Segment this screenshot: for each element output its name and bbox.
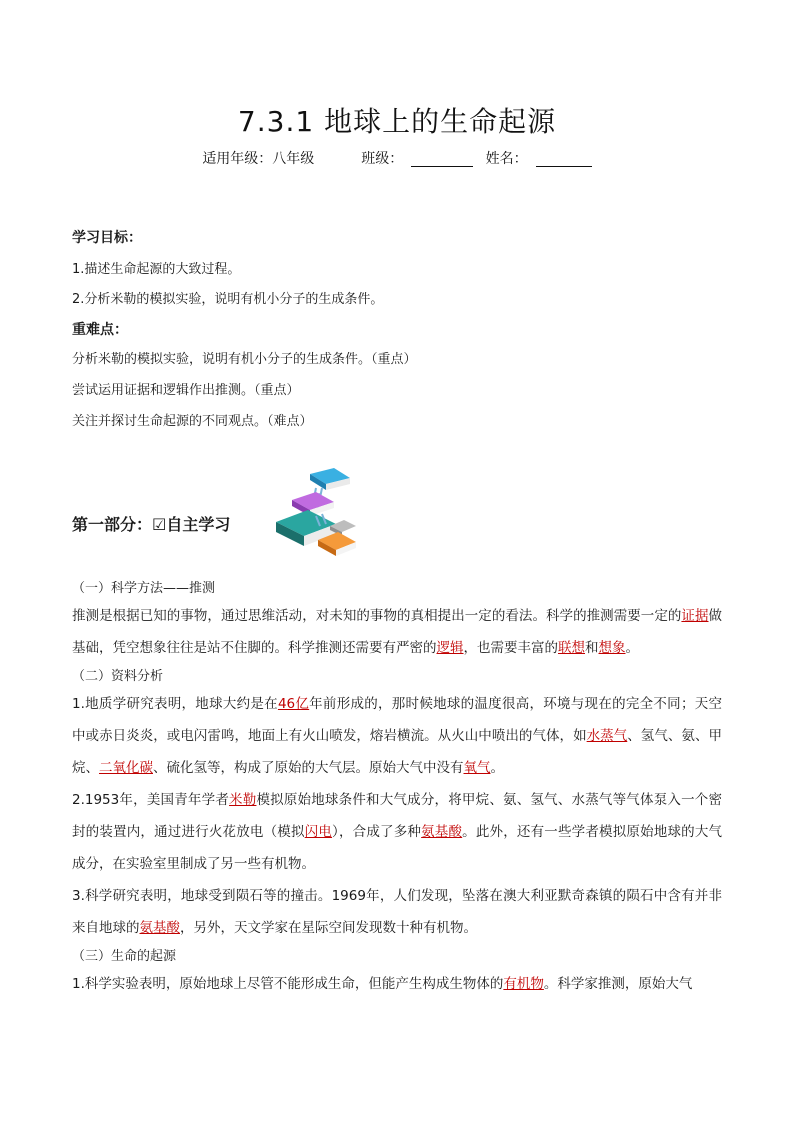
name-label: 姓名：	[485, 151, 528, 167]
answer-span: 想象	[598, 640, 626, 656]
answer-span: 联想	[558, 640, 585, 656]
answer-span: 46亿	[277, 696, 310, 712]
text-span: 做基础，凭空想象往往是站不住脚的。科学推测还需要有严密的	[72, 608, 723, 656]
text-span: 、硫化氢等，构成了原始的大气层。原始大气中没有	[153, 760, 464, 776]
keypoints-heading: 重难点：	[72, 322, 128, 338]
books-icon	[272, 464, 362, 560]
answer-span: 逻辑	[436, 640, 464, 656]
grade-label: 适用年级：八年级	[202, 151, 315, 167]
section3-paragraph-1	[72, 968, 722, 1000]
name-blank[interactable]	[536, 150, 592, 167]
text-span: 2.1953年，美国青年学者	[72, 792, 230, 808]
info-line	[0, 148, 794, 168]
answer-span: 证据	[681, 608, 709, 624]
keypoint-item: 关注并探讨生命起源的不同观点。（难点）	[72, 414, 313, 429]
class-label: 班级：	[361, 151, 404, 167]
section2-heading: （二）资料分析	[72, 669, 164, 684]
text-span: ），合成了多种	[332, 824, 422, 840]
part1-title: 第一部分：☑自主学习	[72, 515, 231, 534]
text-span: 。此外，还有一些学者模拟原始地球的大气成分，在实验室里制成了另一些有机物。	[72, 824, 723, 872]
section2-paragraph-1	[72, 688, 722, 784]
objective-item: 2.分析米勒的模拟实验，说明有机小分子的生成条件。	[72, 292, 384, 307]
answer-span: 米勒	[229, 792, 257, 808]
objectives-section	[72, 228, 722, 432]
text-span: 1.地质学研究表明，地球大约是在	[72, 696, 278, 712]
section3-heading: （三）生命的起源	[72, 949, 177, 964]
section2-paragraph-2	[72, 784, 722, 880]
keypoint-item: 分析米勒的模拟实验，说明有机小分子的生成条件。（重点）	[72, 352, 417, 367]
text-span: 1.科学实验表明，原始地球上尽管不能形成生命，但能产生构成生物体的	[72, 976, 504, 992]
section1-paragraph	[72, 600, 722, 664]
text-span: 和	[585, 640, 599, 656]
text-span: 模拟原始地球条件和大气成分，将甲烷、氨、氢气、水蒸气等气体泵入一个密封的装置内，通过进行火花放电（模拟	[72, 792, 722, 840]
keypoint-item: 尝试运用证据和逻辑作出推测。（重点）	[72, 383, 300, 398]
text-span: 。科学家推测，原始大气	[543, 976, 693, 992]
section1	[72, 578, 722, 1000]
text-span: 推测是根据已知的事物，通过思维活动，对未知的事物的真相提出一定的看法。科学的推测需要一定的	[72, 608, 682, 624]
answer-span: 有机物	[503, 976, 544, 992]
answer-span: 氨基酸	[421, 824, 463, 840]
text-span: ，另外，天文学家在星际空间发现数十种有机物。	[180, 920, 477, 936]
text-span: 3.科学研究表明，地球受到陨石等的撞击。1969年，人们发现，坠落在澳大利亚默奇森镇的陨石中含有并非来自地球的	[72, 888, 722, 936]
class-blank[interactable]	[411, 150, 473, 167]
text-span: 。	[625, 640, 639, 656]
section1-heading: （一）科学方法——推测	[72, 581, 216, 596]
text-span: 年前形成的，那时候地球的温度很高，环境与现在的完全不同；天空中或赤日炎炎，或电闪雷鸣，地面上有火山喷发，熔岩横流。从火山中喷出的气体，如	[72, 696, 722, 744]
text-span: 。	[490, 760, 504, 776]
objective-item: 1.描述生命起源的大致过程。	[72, 262, 241, 277]
answer-span: 二氧化碳	[99, 760, 153, 776]
text-span: ，也需要丰富的	[463, 640, 558, 656]
part1-header	[72, 462, 372, 562]
objectives-heading: 学习目标：	[72, 230, 142, 246]
answer-span: 闪电	[304, 824, 333, 840]
section2-paragraph-3	[72, 880, 722, 944]
answer-span: 氧气	[463, 760, 491, 776]
answer-span: 氨基酸	[139, 920, 180, 936]
page-title: 7.3.1 地球上的生命起源	[237, 105, 557, 138]
answer-span: 水蒸气	[586, 728, 628, 744]
text-span: 、氢气、氨、甲烷、	[72, 728, 723, 776]
